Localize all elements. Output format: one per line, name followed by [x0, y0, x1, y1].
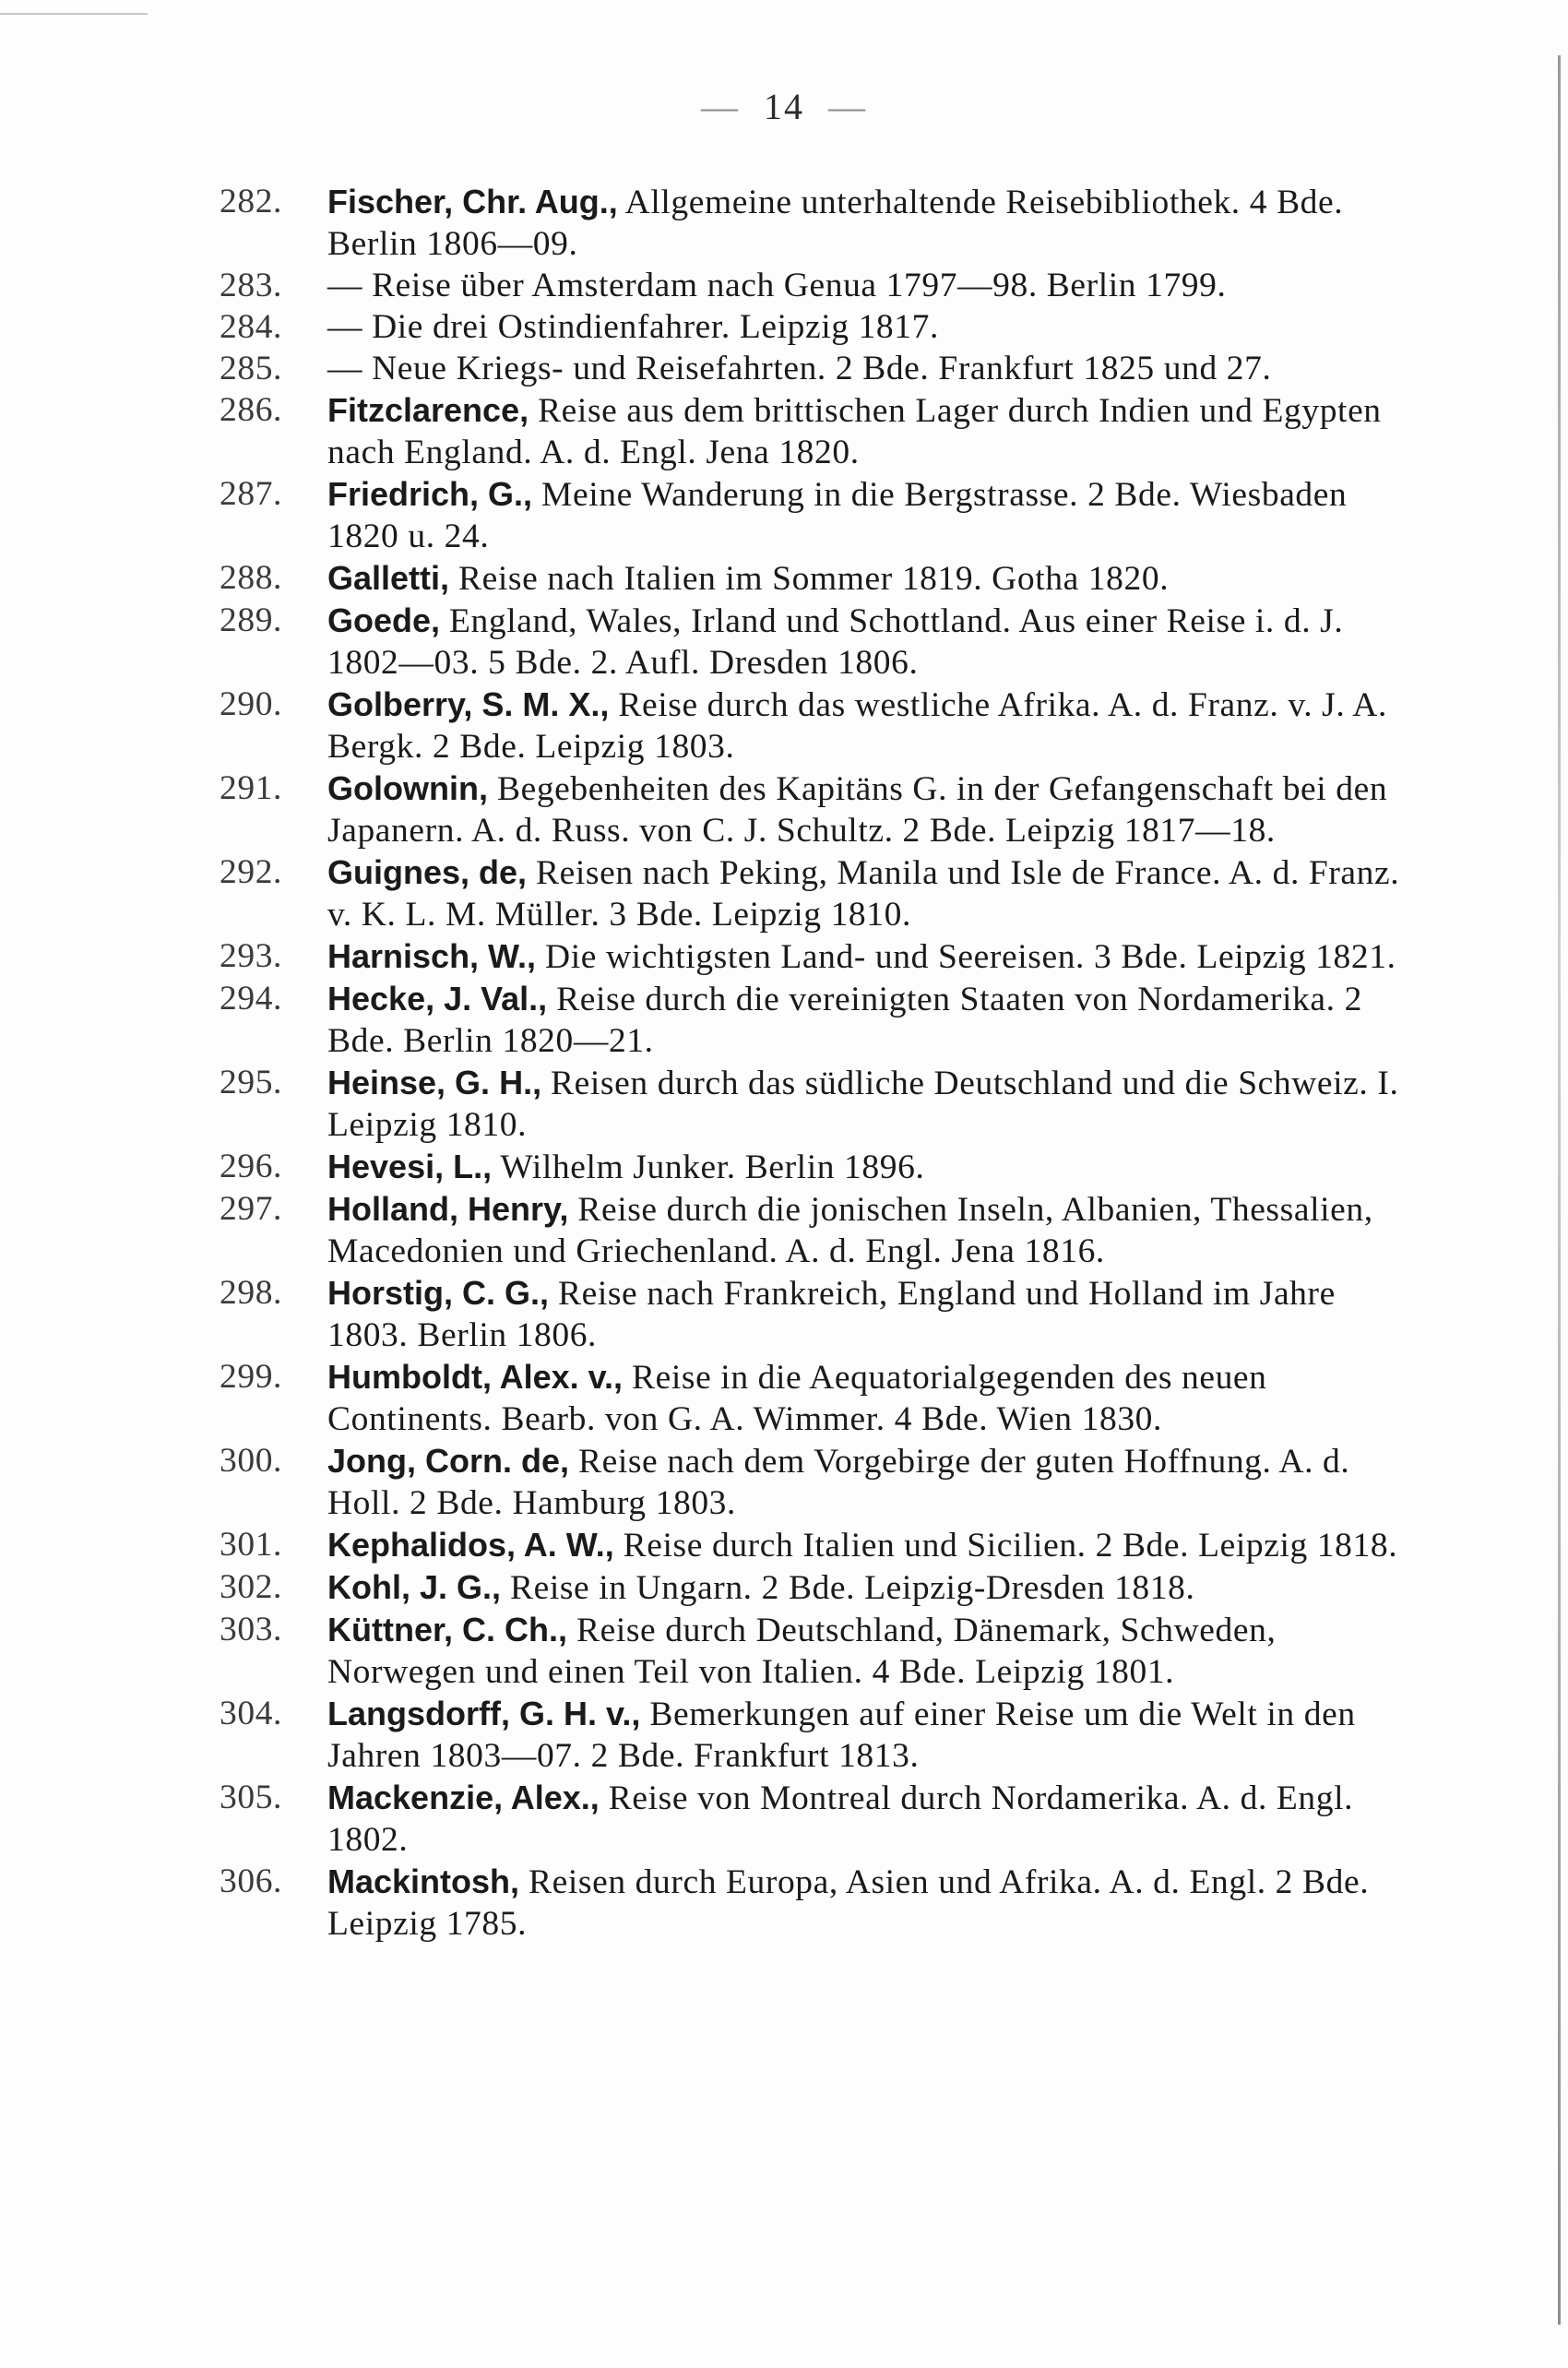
bibliography-entry [0, 1566, 1420, 1609]
entry-text: Reisen durch Europa, Asien und Afrika. A. d. Engl. 2 Bde. Leipzig 1785. [327, 1863, 1370, 1943]
bibliography-entry [0, 1272, 1420, 1356]
entry-number: 297. [220, 1190, 283, 1228]
entry-text: — Die drei Ostindienfahrer. Leipzig 1817. [327, 308, 939, 346]
entry-author: Fitzclarence, [327, 391, 529, 429]
entry-number: 296. [220, 1148, 283, 1185]
entry-text: Reise nach dem Vorgebirge der guten Hoffnung. A. d. Holl. 2 Bde. Hamburg 1803. [327, 1443, 1350, 1522]
entry-text: Reise nach Italien im Sommer 1819. Gotha 1820. [449, 560, 1170, 598]
bibliography-entry [0, 684, 1420, 768]
bibliography-entry [0, 557, 1420, 600]
entry-author: Guignes, de, [327, 853, 528, 891]
entry-number: 302. [220, 1568, 283, 1606]
entry-number: 298. [220, 1274, 283, 1312]
entry-author: Heinse, G. H., [327, 1064, 542, 1101]
bibliography-entry [0, 389, 1420, 473]
entry-number: 282. [220, 183, 283, 220]
bibliography-entry [0, 1146, 1420, 1188]
bibliography-entry [0, 768, 1420, 851]
entry-author: Horstig, C. G., [327, 1274, 550, 1312]
entry-text: Reise durch das westliche Afrika. A. d. Franz. v. J. A. Bergk. 2 Bde. Leipzig 1803. [327, 686, 1387, 766]
bibliography-entry [0, 1440, 1420, 1524]
entry-text: Meine Wanderung in die Bergstrasse. 2 Bde. Wiesbaden 1820 u. 24. [327, 476, 1348, 555]
entry-author: Friedrich, G., [327, 475, 533, 513]
entry-author: Hevesi, L., [327, 1148, 493, 1185]
entry-author: Holland, Henry, [327, 1190, 569, 1228]
bibliography-entry [0, 473, 1420, 557]
entry-text: Die wichtigsten Land- und Seereisen. 3 Bde. Leipzig 1821. [536, 938, 1396, 976]
entry-number: 290. [220, 685, 283, 723]
entry-number: 305. [220, 1779, 283, 1816]
entry-number: 303. [220, 1611, 283, 1648]
page-number [0, 85, 1568, 128]
entry-text: England, Wales, Irland und Schottland. Aus einer Reise i. d. J. 1802—03. 5 Bde. 2. Aufl. Dresden 1806. [327, 602, 1344, 682]
entry-text: Reise durch Italien und Sicilien. 2 Bde. Leipzig 1818. [613, 1527, 1398, 1565]
scan-edge-line [0, 13, 148, 15]
entry-text: Reise in die Aequatorialgegenden des neuen Continents. Bearb. von G. A. Wimmer. 4 Bde. Wien 1830. [327, 1359, 1267, 1438]
entry-text: Wilhelm Junker. Berlin 1896. [492, 1148, 925, 1186]
entry-author: Humboldt, Alex. v., [327, 1358, 624, 1396]
entry-author: Galletti, [327, 559, 450, 597]
entry-number: 292. [220, 853, 283, 891]
entry-author: Goede, [327, 601, 441, 639]
entry-text: — Neue Kriegs- und Reisefahrten. 2 Bde. Frankfurt 1825 und 27. [327, 350, 1272, 387]
bibliography-entry [0, 851, 1420, 935]
bibliography-entry [0, 348, 1420, 389]
bibliography-entry [0, 1356, 1420, 1440]
bibliography-entry [0, 1062, 1420, 1146]
entry-author: Golownin, [327, 769, 488, 807]
bibliography-entry [0, 1609, 1420, 1693]
entry-number: 286. [220, 391, 283, 429]
bibliography-entry [0, 1524, 1420, 1566]
entry-number: 304. [220, 1695, 283, 1732]
entry-author: Hecke, J. Val., [327, 980, 548, 1017]
entry-number: 295. [220, 1064, 283, 1101]
entry-number: 284. [220, 308, 283, 346]
entry-number: 300. [220, 1442, 283, 1480]
page-number-value: 14 [764, 86, 804, 127]
entry-text: Begebenheiten des Kapitäns G. in der Gefangenschaft bei den Japanern. A. d. Russ. von C. J. Schultz. 2 Bde. Leipzig 1817—18. [327, 770, 1388, 850]
entry-author: Küttner, C. Ch., [327, 1611, 567, 1648]
entry-number: 294. [220, 980, 283, 1017]
entry-author: Kohl, J. G., [327, 1568, 502, 1606]
bibliography-entry [0, 1861, 1420, 1945]
entry-text: Reise durch die vereinigten Staaten von Nordamerika. 2 Bde. Berlin 1820—21. [327, 981, 1362, 1060]
entry-number: 299. [220, 1358, 283, 1396]
bibliography-entry [0, 1693, 1420, 1777]
entry-author: Fischer, Chr. Aug., [327, 183, 618, 220]
entry-text: Reisen durch das südliche Deutschland und die Schweiz. I. Leipzig 1810. [327, 1065, 1399, 1144]
bibliography-entry [0, 1188, 1420, 1272]
entry-number: 287. [220, 475, 283, 513]
entry-text: Reise durch die jonischen Inseln, Albanien, Thessalien, Macedonien und Griechenland. A. d. Engl. Jena 1816. [327, 1191, 1373, 1270]
entry-number: 291. [220, 769, 283, 807]
bibliography-entry [0, 306, 1420, 348]
entry-author: Kephalidos, A. W., [327, 1526, 614, 1564]
entry-number: 289. [220, 601, 283, 639]
entry-number: 306. [220, 1862, 283, 1900]
bibliography-entry [0, 265, 1420, 306]
entry-text: Reise von Montreal durch Nordamerika. A. d. Engl. 1802. [327, 1779, 1354, 1859]
bibliography-entry [0, 978, 1420, 1062]
entry-text: Reisen nach Peking, Manila und Isle de France. A. d. Franz. v. K. L. M. Müller. 3 Bde. Leipzig 1810. [327, 854, 1400, 934]
entry-number: 283. [220, 267, 283, 304]
entry-text: Allgemeine unterhaltende Reisebibliothek. 4 Bde. Berlin 1806—09. [327, 184, 1344, 263]
bibliography-entry [0, 935, 1420, 978]
bibliography-entry [0, 1777, 1420, 1861]
page-number-dash-right: — [828, 86, 867, 127]
entry-text: Bemerkungen auf einer Reise um die Welt in den Jahren 1803—07. 2 Bde. Frankfurt 1813. [327, 1696, 1356, 1775]
entry-text: Reise durch Deutschland, Dänemark, Schweden, Norwegen und einen Teil von Italien. 4 Bde. Leipzig 1801. [327, 1612, 1277, 1691]
entry-author: Jong, Corn. de, [327, 1442, 570, 1480]
entry-number: 288. [220, 559, 283, 597]
entry-text: Reise nach Frankreich, England und Holland im Jahre 1803. Berlin 1806. [327, 1275, 1336, 1354]
entry-author: Mackenzie, Alex., [327, 1779, 600, 1816]
entry-text: — Reise über Amsterdam nach Genua 1797—98. Berlin 1799. [327, 267, 1227, 304]
bibliography-list [0, 181, 1568, 1945]
entry-author: Langsdorff, G. H. v., [327, 1695, 641, 1732]
entry-text: Reise in Ungarn. 2 Bde. Leipzig-Dresden 1818. [501, 1569, 1195, 1607]
entry-author: Golberry, S. M. X., [327, 685, 610, 723]
page-number-dash-left: — [701, 86, 740, 127]
entry-text: Reise aus dem brittischen Lager durch Indien und Egypten nach England. A. d. Engl. Jena 1820. [327, 392, 1382, 471]
entry-author: Harnisch, W., [327, 937, 537, 975]
bibliography-entry [0, 600, 1420, 684]
entry-number: 285. [220, 350, 283, 387]
bibliography-entry [0, 181, 1420, 265]
entry-number: 293. [220, 937, 283, 975]
entry-author: Mackintosh, [327, 1862, 520, 1900]
entry-number: 301. [220, 1526, 283, 1564]
